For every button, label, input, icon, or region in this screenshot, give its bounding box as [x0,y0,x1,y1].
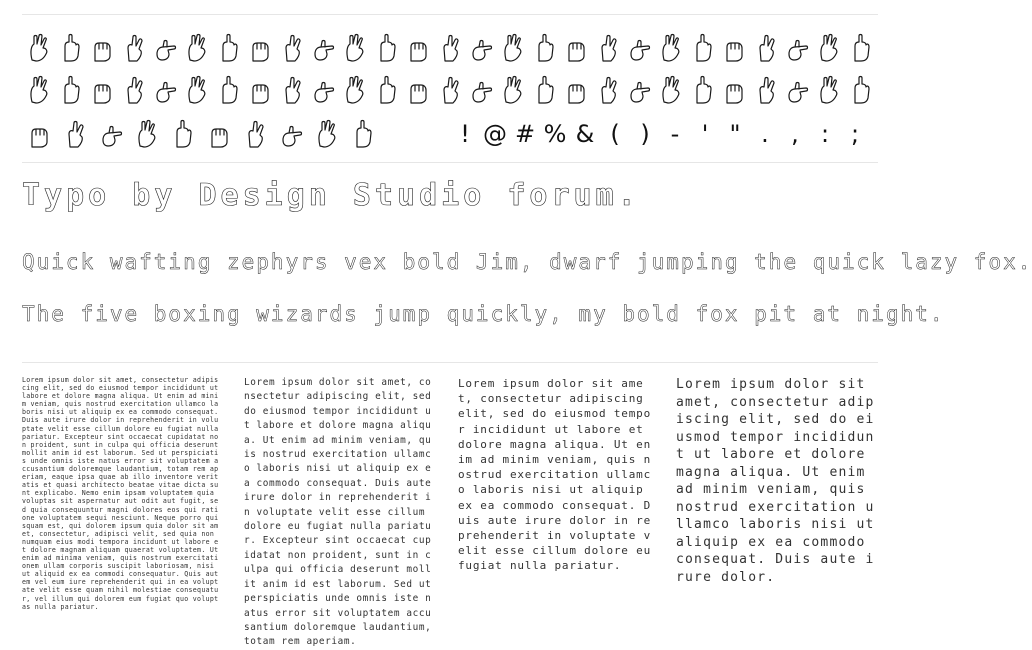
hand-sign-icon [622,70,654,110]
paragraph-samples [22,376,878,648]
hand-sign-icon [180,28,212,68]
hand-sign-icon [464,70,496,110]
hand-sign-icon [310,114,342,154]
hand-sign-icon [812,70,844,110]
punctuation-glyph: ' [701,120,709,148]
hand-sign-icon [528,70,560,110]
punctuation-glyph: @ [483,120,507,148]
hand-sign-icon [464,28,496,68]
hand-sign-icon [166,114,198,154]
glyph-row-lowercase [22,70,878,110]
hand-sign-icon [58,114,90,154]
font-specimen-sheet [22,14,1032,648]
sentence-large-text: Typo by Design Studio forum. [22,178,640,213]
hand-sign-icon [243,28,275,68]
hand-sign-icon [22,28,54,68]
punctuation-glyph: ) [640,120,650,148]
punctuation-glyph: . [761,120,769,148]
hand-sign-icon [433,28,465,68]
hand-sign-icon [22,70,54,110]
hand-sign-icon [180,70,212,110]
hand-sign-icon [780,70,812,110]
hand-sign-icon [591,70,623,110]
divider-top [22,14,878,15]
sentence-medium-2 [22,302,945,340]
hand-sign-icon [528,28,560,68]
divider-sentences [22,362,878,363]
hand-sign-icon [717,28,749,68]
hand-sign-icon [559,28,591,68]
sentence-medium-1-text: Quick wafting zephyrs vex bold Jim, dwarf jumping the quick lazy fox. [22,250,1032,274]
hand-sign-icon [749,70,781,110]
hand-sign-icon [496,28,528,68]
sentence-medium-2-text: The five boxing wizards jump quickly, my bold fox pit at night. [22,302,945,326]
hand-sign-icon [844,28,876,68]
hand-sign-icon [275,70,307,110]
hand-sign-icon [559,70,591,110]
hand-sign-icon [496,70,528,110]
hand-sign-icon [654,28,686,68]
hand-sign-icon [306,70,338,110]
glyph-row-uppercase [22,28,878,68]
punctuation-glyph: : [820,120,830,148]
hand-sign-icon [243,70,275,110]
divider-glyphs [22,162,878,163]
hand-sign-icon [22,114,54,154]
hand-sign-icon [94,114,126,154]
hand-sign-icon [622,28,654,68]
hand-sign-icon [370,28,402,68]
hand-sign-icon [54,70,86,110]
hand-sign-icon [306,28,338,68]
sentence-medium-1 [22,250,1032,284]
hand-sign-icon [346,114,378,154]
hand-sign-icon [54,28,86,68]
paragraph-extra-small: Lorem ipsum dolor sit amet, consectetur adipiscing elit, sed do eiusmod tempor incididunt ut labore et dolore magna aliqua. Ut enim ad minim veniam, quis nostrud exercitation ullamco laboris nisi ut aliquip ex ea commodo consequat. Duis aute irure dolor in reprehenderit in voluptate velit esse cillum dolore eu fugiat nulla pariatur. Excepteur sint occaecat cupidatat non proident, sunt in culpa qui officia deserunt mollit anim id est laborum. Sed ut perspiciatis unde omnis iste natus error sit voluptatem accusantium doloremque laudantium, totam rem aperiam, eaque ipsa quae ab illo inventore veritatis et quasi architecto beatae vitae dicta sunt explicabo. Nemo enim ipsam voluptatem quia voluptas sit aspernatur aut odit aut fugit, sed quia consequuntur magni dolores eos qui ratione voluptatem sequi nesciunt. Neque porro quisquam est, qui dolorem ipsum quia dolor sit amet, consectetur, adipisci velit, sed quia non numquam eius modi tempora incidunt ut labore et dolore magnam aliquam quaerat voluptatem. Ut enim ad minima veniam, quis nostrum exercitationem ullam corporis suscipit laboriosam, nisi ut aliquid ex ea commodi consequatur. Quis autem vel eum iure reprehenderit qui in ea voluptate velit esse quam nihil molestiae consequatur, vel illum qui dolorem eum fugiat quo voluptas nulla pariatur. [22,376,219,611]
hand-sign-icon [117,28,149,68]
hand-sign-icon [148,28,180,68]
hand-sign-icon [433,70,465,110]
hand-sign-icon [812,28,844,68]
punctuation-glyph: # [514,120,536,148]
punctuation-glyph: - [670,120,680,148]
punctuation-glyph: " [729,120,741,148]
hand-sign-icon [844,70,876,110]
paragraph-medium: Lorem ipsum dolor sit amet, consectetur adipiscing elit, sed do eiusmod tempor incididunt ut labore et dolore magna aliqua. Ut enim ad minim veniam, quis nostrud exercitation ullamco laboris nisi ut aliquip ex ea commodo consequat. Duis aute irure dolor in reprehenderit in voluptate velit esse cillum dolore eu fugiat nulla pariatur. [458,377,651,573]
punctuation-glyph: ( [610,120,620,148]
sentence-large [22,178,878,226]
punctuation-glyph: & [575,120,595,148]
punctuation-glyph: ; [850,120,860,148]
hand-sign-icon [85,28,117,68]
hand-sign-icon [202,114,234,154]
hand-sign-icon [749,28,781,68]
hand-sign-icon [148,70,180,110]
paragraph-large: Lorem ipsum dolor sit amet, consectetur adipiscing elit, sed do eiusmod tempor incididunt ut labore et dolore magna aliqua. Ut enim ad minim veniam, quis nostrud exercitation ullamco laboris nisi ut aliquip ex ea commodo consequat. Duis aute irure dolor. [676,377,875,585]
hand-sign-icon [717,70,749,110]
hand-sign-icon [85,70,117,110]
paragraph-small: Lorem ipsum dolor sit amet, consectetur adipiscing elit, sed do eiusmod tempor incididunt ut labore et dolore magna aliqua. Ut enim ad minim veniam, quis nostrud exercitation ullamco laboris nisi ut aliquip ex ea commodo consequat. Duis aute irure dolor in reprehenderit in voluptate velit esse cillum dolore eu fugiat nulla pariatur. Excepteur sint occaecat cupidatat non proident, sunt in culpa qui officia deserunt mollit anim id est laborum. Sed ut perspiciatis unde omnis iste natus error sit voluptatem accusantium doloremque laudantium, totam rem aperiam. [244,377,432,648]
hand-sign-icon [117,70,149,110]
punctuation-glyph: % [543,120,567,148]
hand-sign-icon [591,28,623,68]
hand-sign-icon [338,70,370,110]
punctuation-glyph: , [791,120,799,148]
hand-sign-icon [401,70,433,110]
hand-sign-icon [370,70,402,110]
hand-sign-icon [338,28,370,68]
hand-sign-icon [401,28,433,68]
hand-sign-icon [130,114,162,154]
hand-sign-icon [212,28,244,68]
hand-sign-icon [212,70,244,110]
hand-sign-icon [274,114,306,154]
hand-sign-icon [238,114,270,154]
hand-sign-icon [686,28,718,68]
hand-sign-icon [686,70,718,110]
punctuation-glyph: ! [460,120,470,148]
hand-sign-icon [780,28,812,68]
glyph-row-symbols [22,114,878,154]
hand-sign-icon [275,28,307,68]
hand-sign-icon [654,70,686,110]
